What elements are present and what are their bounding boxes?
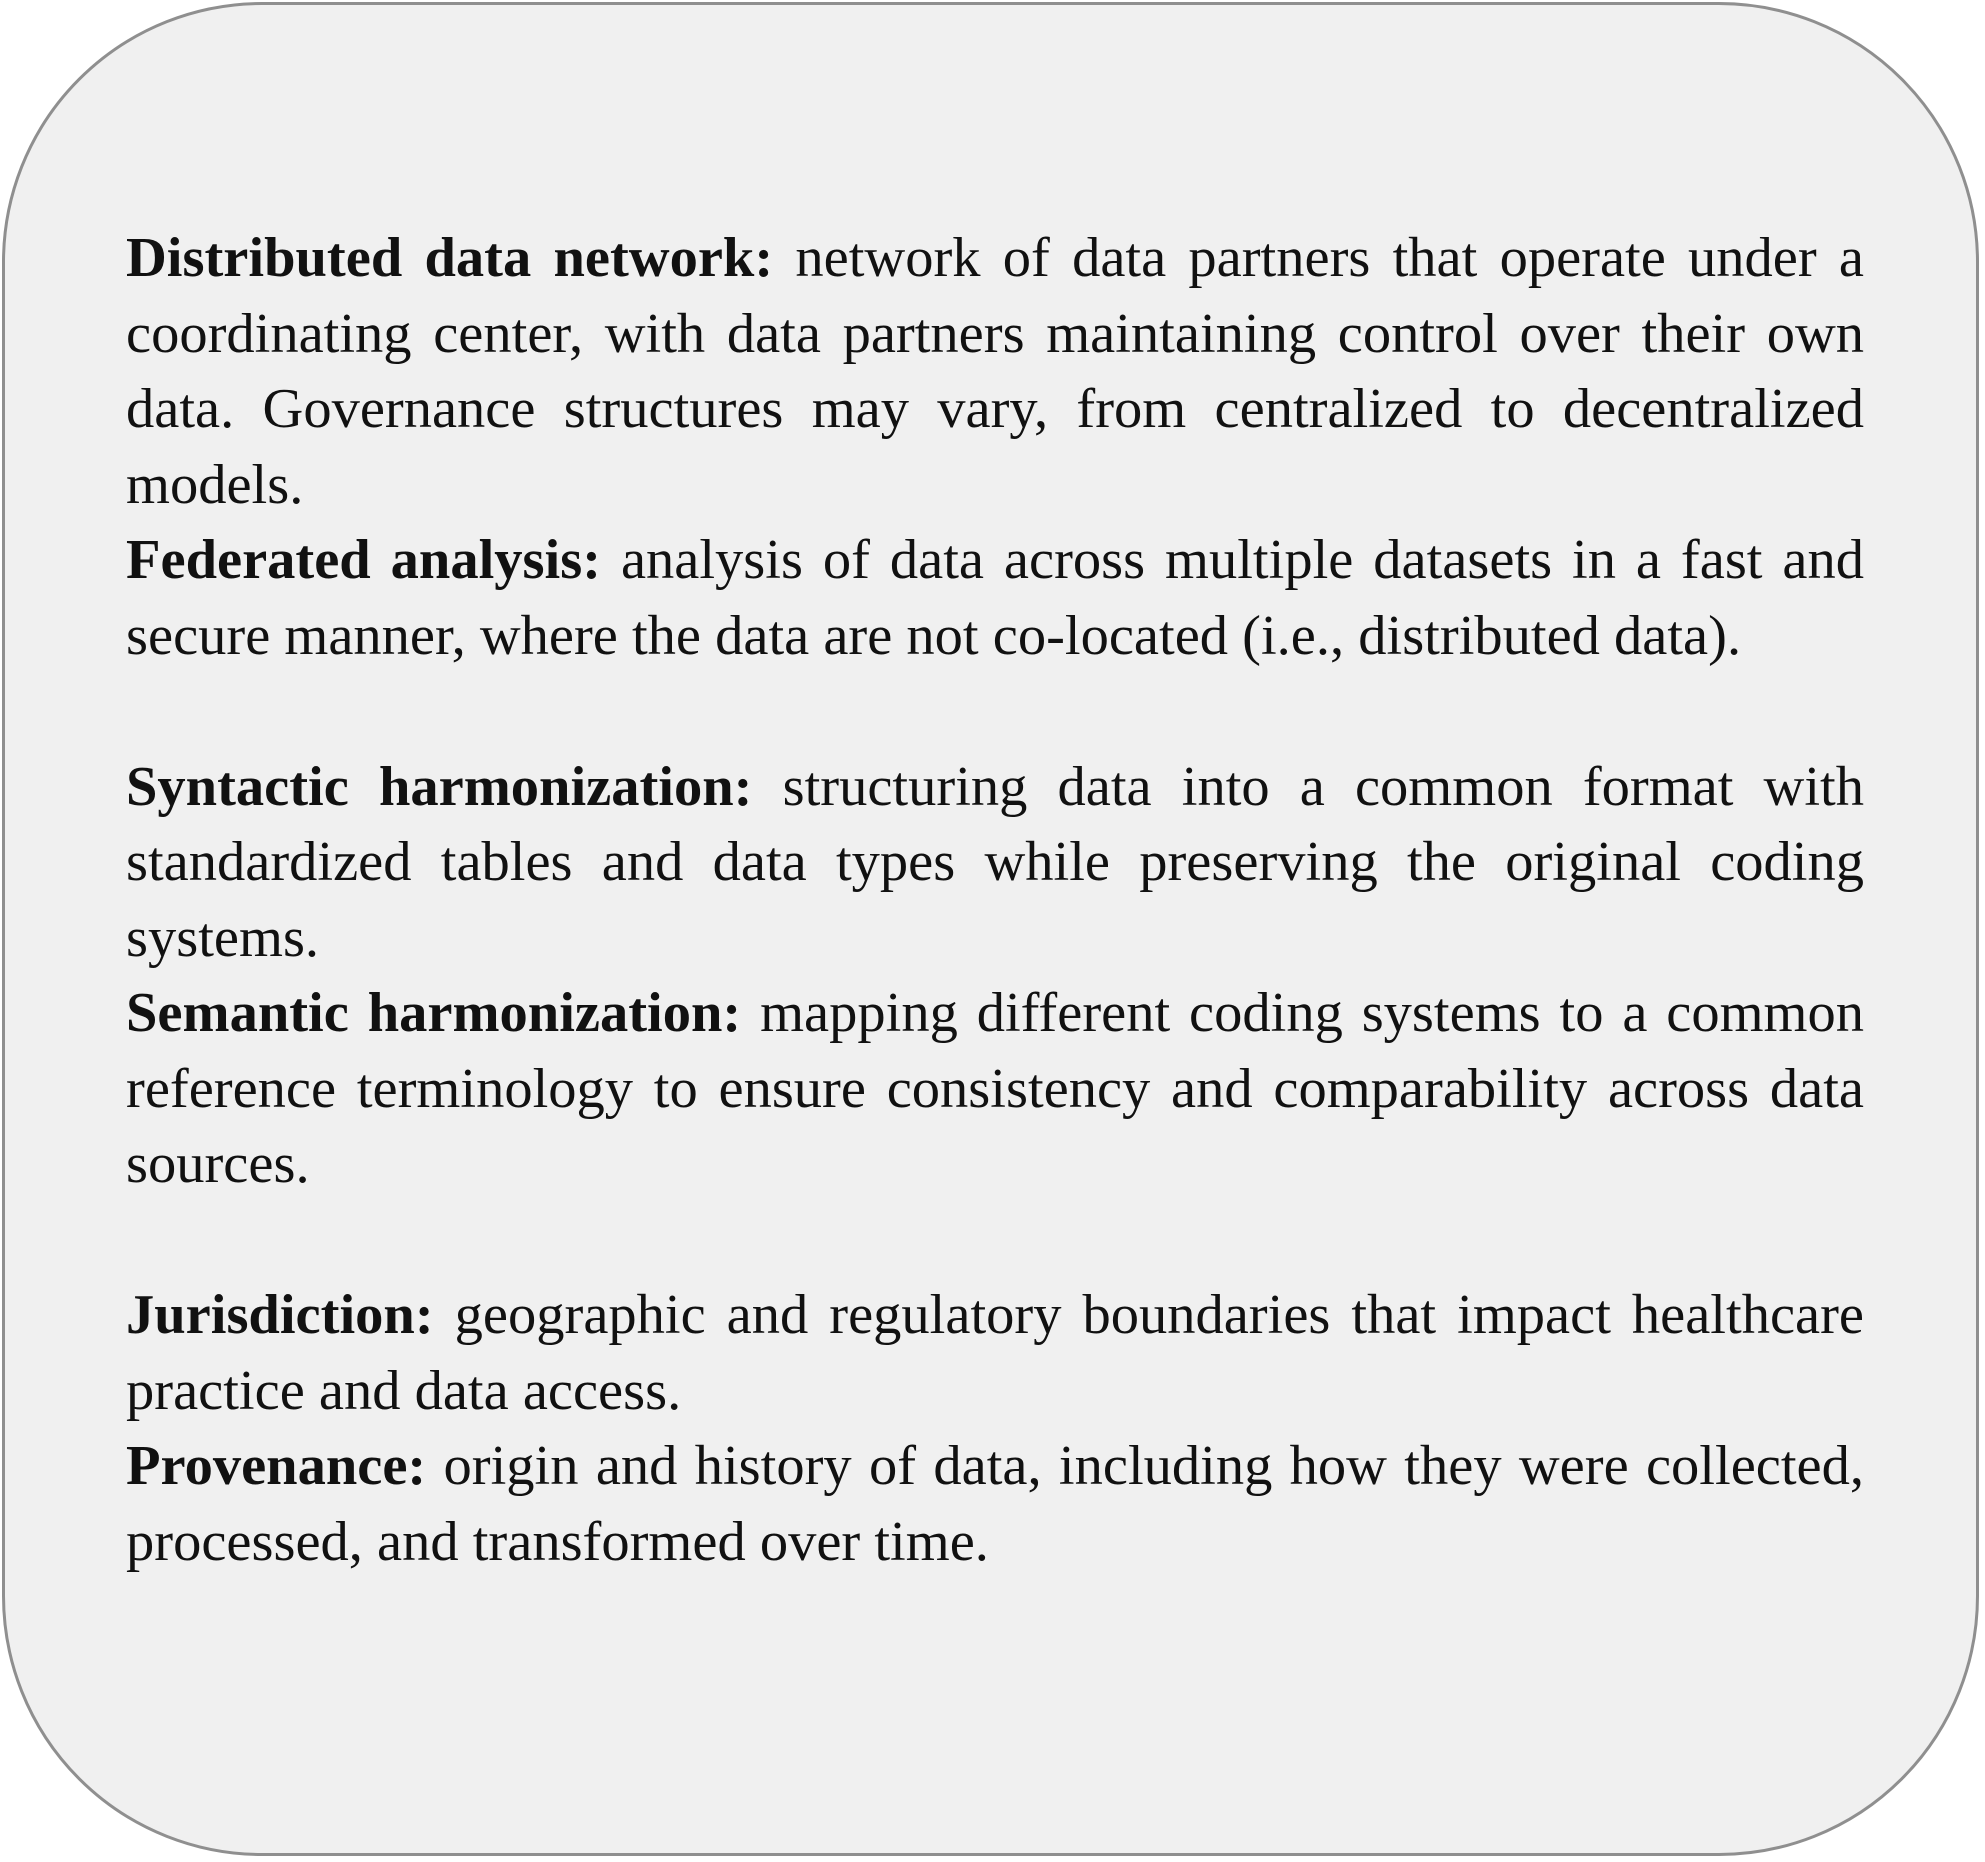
glossary-definition: origin and history of data, including how they were collected, processed, and transformed over time. bbox=[126, 1435, 1865, 1573]
glossary-content bbox=[126, 221, 1864, 1580]
glossary-definition: mapping different coding systems to a common reference terminology to ensure consistency and comparability across data sources. bbox=[126, 982, 1864, 1195]
glossary-entry-jurisdiction bbox=[126, 1278, 1864, 1429]
glossary-entry-semantic-harmonization bbox=[126, 976, 1864, 1203]
glossary-definition: structuring data into a common format with standardized tables and data types while preserving the original coding systems. bbox=[126, 755, 1865, 969]
glossary-entry-provenance bbox=[126, 1429, 1864, 1580]
glossary-entry-syntactic-harmonization bbox=[126, 750, 1864, 977]
glossary-box bbox=[2, 2, 1979, 1856]
glossary-definition: analysis of data across multiple datasets in a fast and secure manner, where the data are not co-located (i.e., distributed data). bbox=[126, 529, 1865, 667]
glossary-term: Jurisdiction: bbox=[126, 1284, 434, 1346]
glossary-term: Distributed data network: bbox=[126, 227, 774, 289]
glossary-definition: geographic and regulatory boundaries that impact healthcare practice and data access. bbox=[126, 1284, 1865, 1422]
glossary-entry-federated-analysis bbox=[126, 523, 1864, 674]
glossary-entry-distributed-data-network bbox=[126, 221, 1864, 523]
glossary-term: Semantic harmonization: bbox=[126, 982, 742, 1044]
glossary-definition: network of data partners that operate under a coordinating center, with data partners maintaining control over their own data. Governance structures may vary, from centralized to decentralized models. bbox=[126, 227, 1865, 516]
glossary-term: Federated analysis: bbox=[126, 529, 602, 591]
glossary-term: Syntactic harmonization: bbox=[126, 755, 753, 818]
glossary-term: Provenance: bbox=[126, 1435, 427, 1497]
